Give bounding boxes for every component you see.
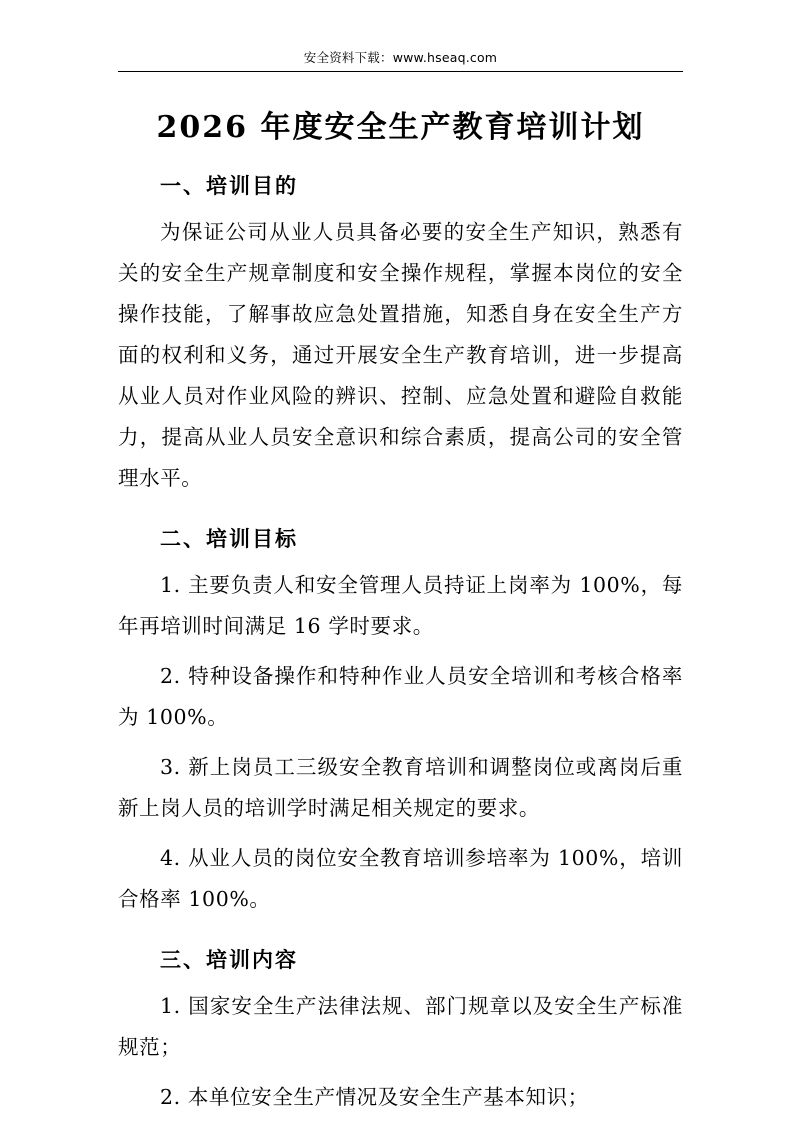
page-header-watermark: 安全资料下载：www.hseaq.com <box>118 48 683 72</box>
paragraph: 1. 国家安全生产法律法规、部门规章以及安全生产标准规范； <box>118 994 683 1059</box>
section-heading: 二、培训目标 <box>160 526 298 551</box>
paragraph: 2. 特种设备操作和特种作业人员安全培训和考核合格率为 100%。 <box>118 664 683 729</box>
page-content <box>118 0 683 1122</box>
section-training-content <box>118 944 683 1118</box>
paragraph: 3. 新上岗员工三级安全教育培训和调整岗位或离岗后重新上岗人员的培训学时满足相关规定的要求。 <box>118 755 683 820</box>
paragraph: 4. 从业人员的岗位安全教育培训参培率为 100%，培训合格率 100%。 <box>118 846 683 911</box>
section-training-goals <box>118 523 683 920</box>
section-heading: 三、培训内容 <box>160 947 298 972</box>
paragraph: 2. 本单位安全生产情况及安全生产基本知识； <box>160 1085 589 1109</box>
section-training-purpose <box>118 170 683 499</box>
section-heading: 一、培训目的 <box>160 173 298 198</box>
paragraph: 1. 主要负责人和安全管理人员持证上岗率为 100%，每年再培训时间满足 16 学时要求。 <box>118 573 683 638</box>
page-title: 2026 年度安全生产教育培训计划 <box>156 110 645 145</box>
paragraph: 为保证公司从业人员具备必要的安全生产知识，熟悉有关的安全生产规章制度和安全操作规程，掌握本岗位的安全操作技能，了解事故应急处置措施，知悉自身在安全生产方面的权利和义务，通过开展安全生产教育培训，进一步提高从业人员对作业风险的辨识、控制、应急处置和避险自救能力，提高从业人员安全意识和综合素质，提高公司的安全管理水平。 <box>118 220 683 490</box>
